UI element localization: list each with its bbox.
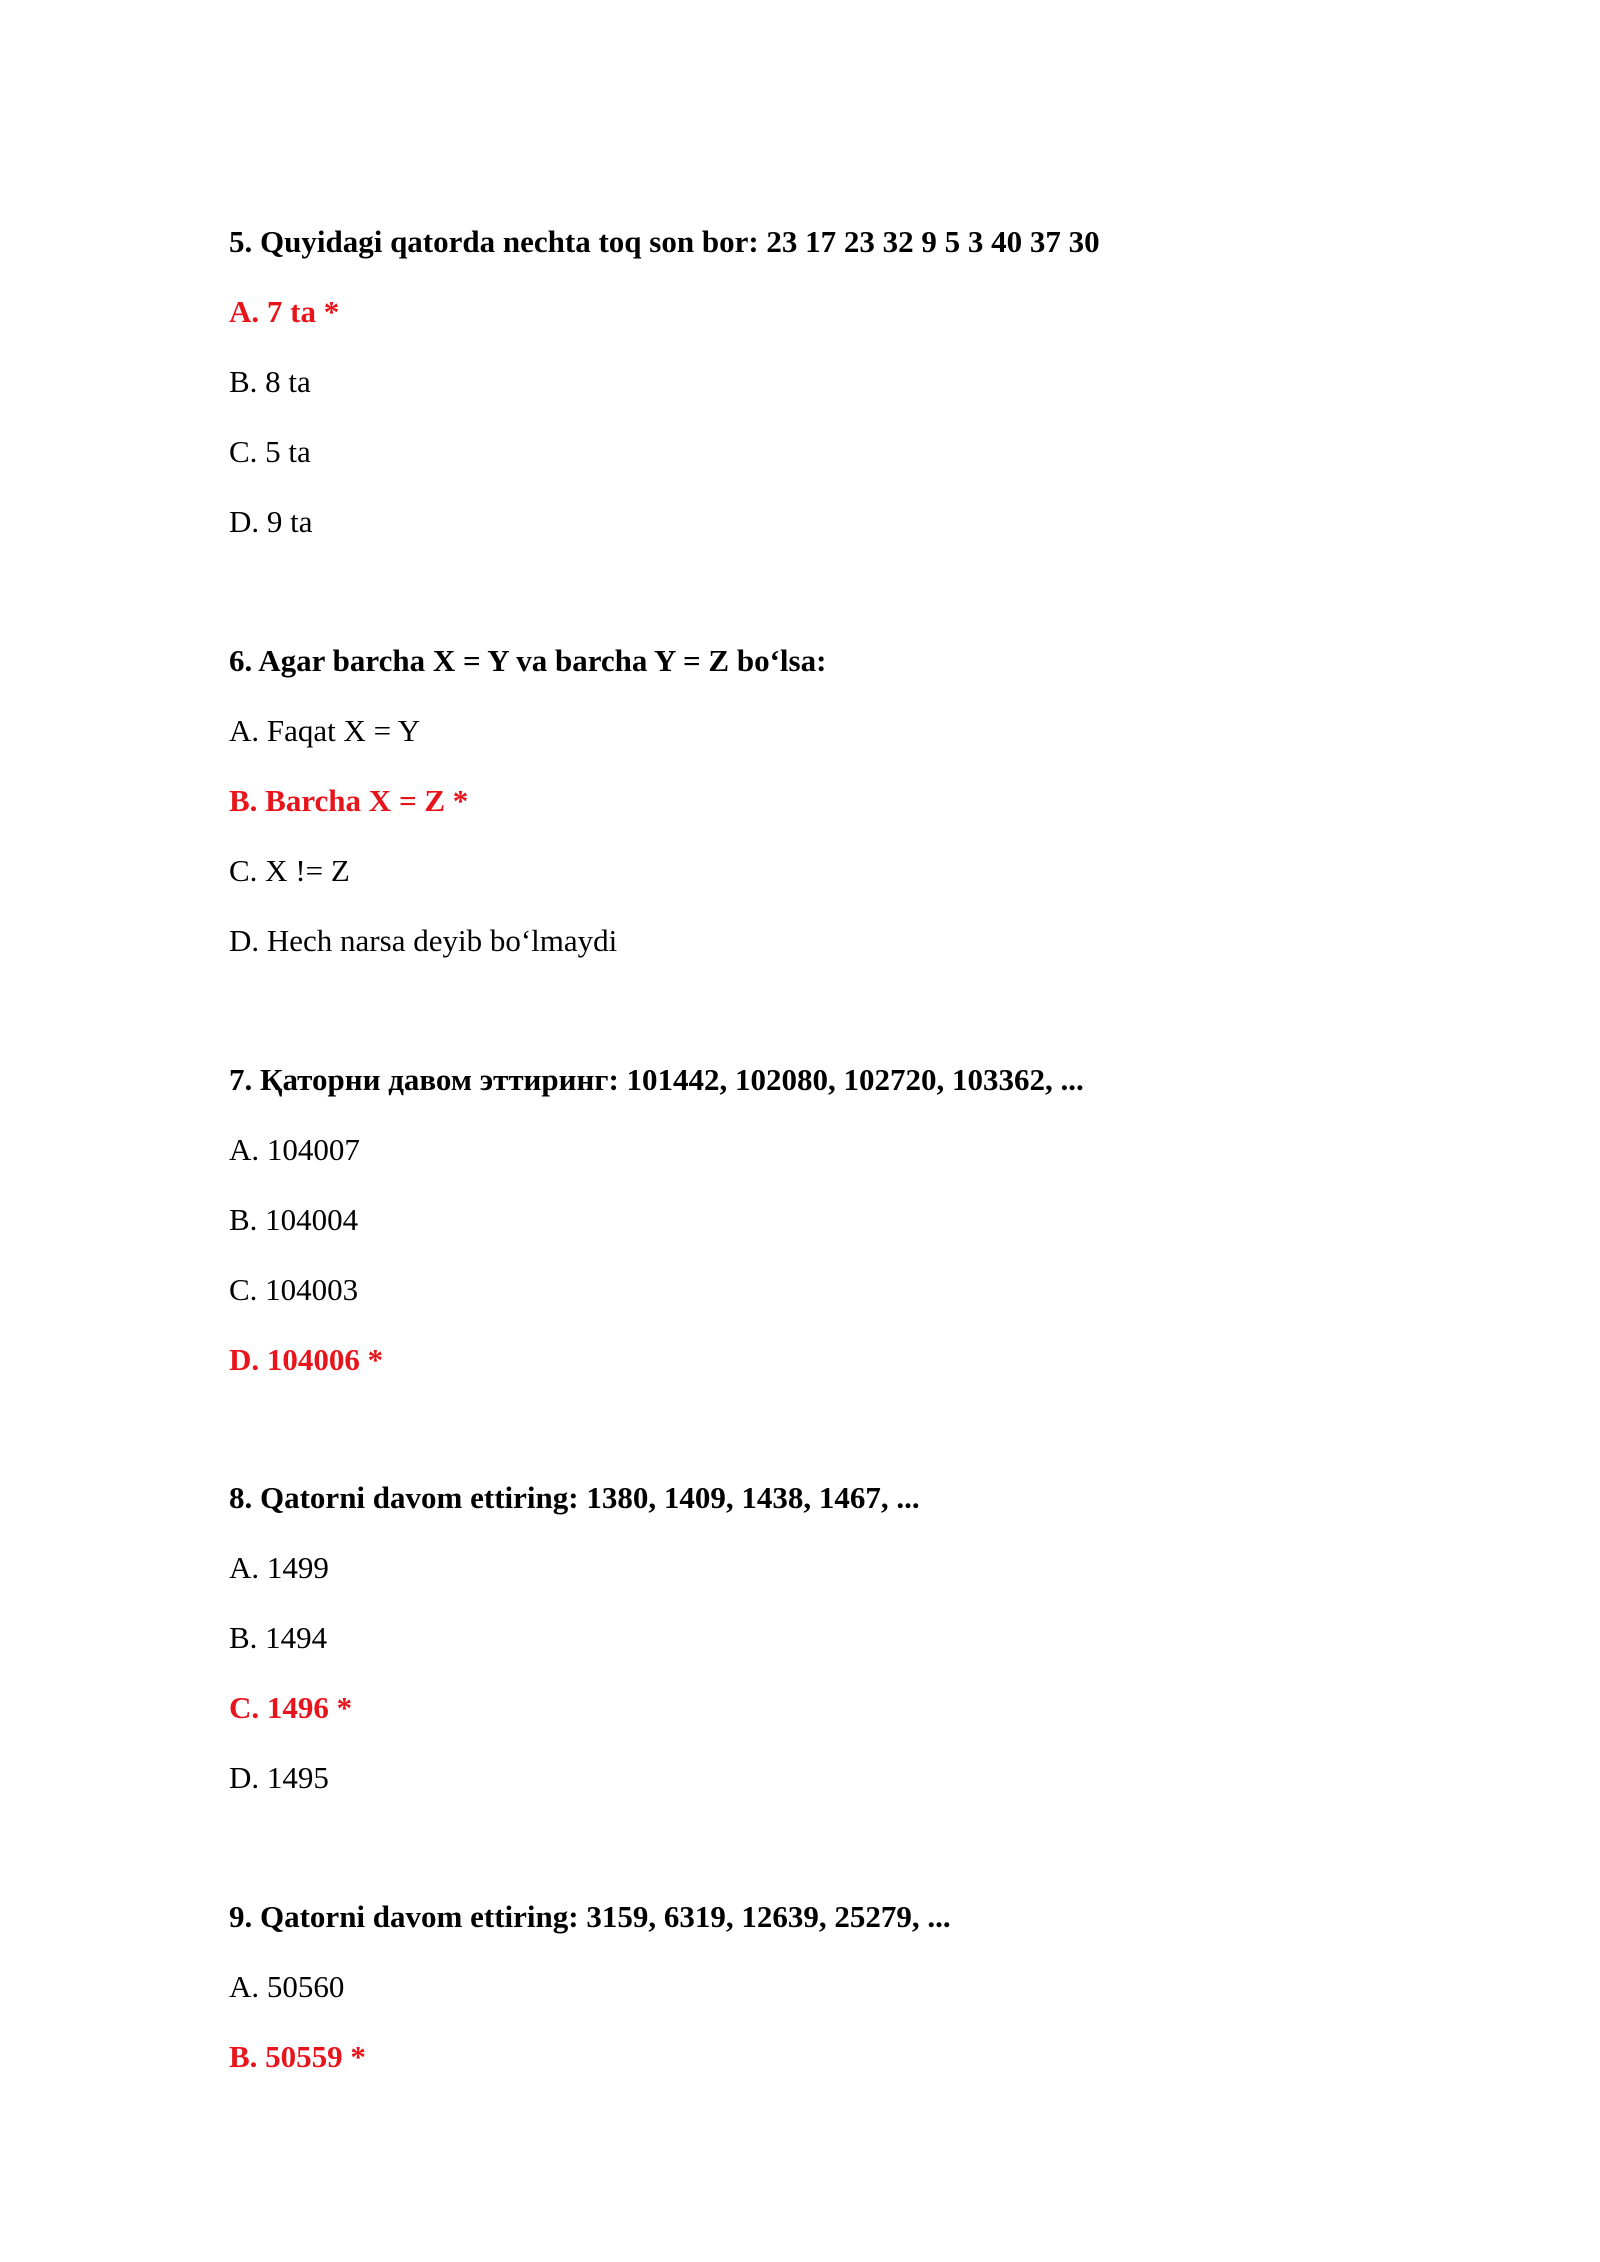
question-text: 9. Qatorni davom ettiring: 3159, 6319, 12639, 25279, ... (229, 1899, 951, 1934)
option-a-correct: A. 7 ta * (229, 294, 340, 329)
question-5 (229, 222, 1529, 542)
option-d: D. Hech narsa deyib bo‘lmaydi (229, 923, 618, 958)
question-text: 6. Agar barcha X = Y va barcha Y = Z bo‘lsa: (229, 643, 827, 678)
option-b: B. 8 ta (229, 364, 311, 399)
option-a: A. Faqat X = Y (229, 713, 421, 748)
question-text: 7. Қаторни давом эттиринг: 101442, 102080, 102720, 103362, ... (229, 1062, 1084, 1097)
option-c: C. 5 ta (229, 434, 311, 469)
question-9 (229, 1897, 1529, 2077)
question-8 (229, 1478, 1529, 1798)
option-a: A. 104007 (229, 1132, 360, 1167)
option-b-correct: B. 50559 * (229, 2039, 366, 2074)
option-b-correct: B. Barcha X = Z * (229, 783, 469, 818)
option-c: C. 104003 (229, 1272, 359, 1307)
option-b: B. 1494 (229, 1620, 328, 1655)
option-a: A. 1499 (229, 1550, 329, 1585)
question-6 (229, 641, 1529, 961)
option-c: C. X != Z (229, 853, 350, 888)
option-c-correct: C. 1496 * (229, 1690, 353, 1725)
option-a: A. 50560 (229, 1969, 345, 2004)
question-text: 5. Quyidagi qatorda nechta toq son bor: 23 17 23 32 9 5 3 40 37 30 (229, 224, 1100, 259)
question-7 (229, 1060, 1529, 1380)
option-d: D. 1495 (229, 1760, 329, 1795)
question-text: 8. Qatorni davom ettiring: 1380, 1409, 1438, 1467, ... (229, 1480, 920, 1515)
option-d: D. 9 ta (229, 504, 313, 539)
option-d-correct: D. 104006 * (229, 1342, 384, 1377)
option-b: B. 104004 (229, 1202, 359, 1237)
